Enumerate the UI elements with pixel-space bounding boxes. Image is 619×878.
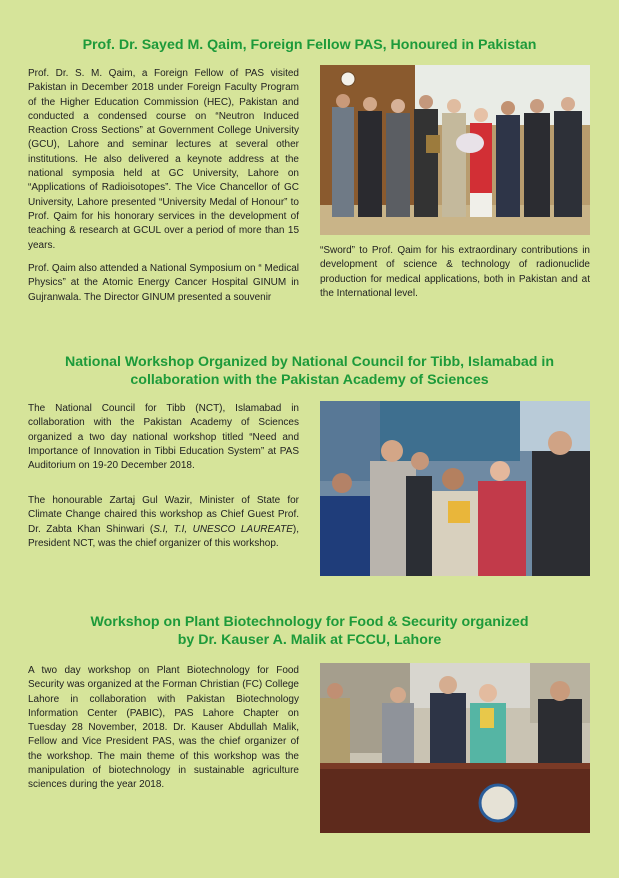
section1-paragraph-1: Prof. Dr. S. M. Qaim, a Foreign Fellow of PAS visited Pakistan in December 2018 under Foreign Faculty Program of the Higher Education Commission (HEC), Pakistan and conducted a condensed course on “Neutron Induced Reaction Cross Sections” at Government College University (GCU), Lahore and seminar lectures at several other institutions. He also delivered a keynote address at the national symposia held at GC University, Lahore on “Applications of Radioisotopes”. The Vice Chancellor of GC University, Lahore presented “University Medal of Honour” to Prof. Qaim for his honorary services in the development of teaching & research at GCUL over a period of more than 15 years. [28,68,299,251]
section2-paragraph-2-end: ), President NCT, was the chief organizer of this workshop. [28,523,300,549]
section1-paragraph-2: Prof. Qaim also attended a National Symposium on “ Medical Physics” at the Atomic Energy Cancer Hospital GINUM in Gujranwala. The Director GINUM presented a souvenir [28,263,299,303]
section3-title-line1: Workshop on Plant Biotechnology for Food & Security organized [90,614,529,630]
section3-paragraph-1: A two day workshop on Plant Biotechnology for Food Security was organized at the Forman Christian (FC) College Lahore in collaboration with Pakistan Biotechnology Information Center (PABIC), PAS Lahore Chapter on Tuesday 28 November, 2018. Dr. Kauser Abdullah Malik, Fellow and Vice President PAS, was the chief organizer of the workshop. The main theme of this workshop was the manipulation of biotechnology in sustainable agriculture sciences during the year 2018. [28,665,299,791]
award-ceremony-photo [320,65,590,235]
section2-paragraph-2-italic: S.I, T.I, UNESCO LAUREATE [153,523,293,535]
section2-title-line1: National Workshop Organized by National Council for Tibb, Islamabad in [65,354,554,370]
section2-title [0,353,619,389]
section3-title-line2: by Dr. Kauser A. Malik at FCCU, Lahore [177,632,442,648]
section3-title [0,613,619,649]
book-launch-photo [320,401,590,576]
section1-paragraph-3: “Sword” to Prof. Qaim for his extraordinary contributions in development of science & technology of radionuclide production for medical applications, both in Pakistan and at the International level. [320,245,590,299]
section1-title: Prof. Dr. Sayed M. Qaim, Foreign Fellow PAS, Honoured in Pakistan [82,37,537,53]
section2-title-line2: collaboration with the Pakistan Academy of Sciences [130,372,489,388]
section2-paragraph-1: The National Council for Tibb (NCT), Islamabad in collaboration with the Pakistan Academy of Sciences organized a two day national workshop titled “Need and Importance of Innovation in Tibbi Education System” at PAS Auditorium on 19-20 December 2018. [28,403,299,472]
section2-paragraph-2 [28,494,299,551]
section2-paragraph-2-start: The honourable Zartaj Gul Wazir, Minister of State for Climate Change chaired this workshop as Chief Guest Prof. Dr. Zabta Khan Shinwari ( [28,495,299,535]
workshop-stage-photo [320,663,590,833]
